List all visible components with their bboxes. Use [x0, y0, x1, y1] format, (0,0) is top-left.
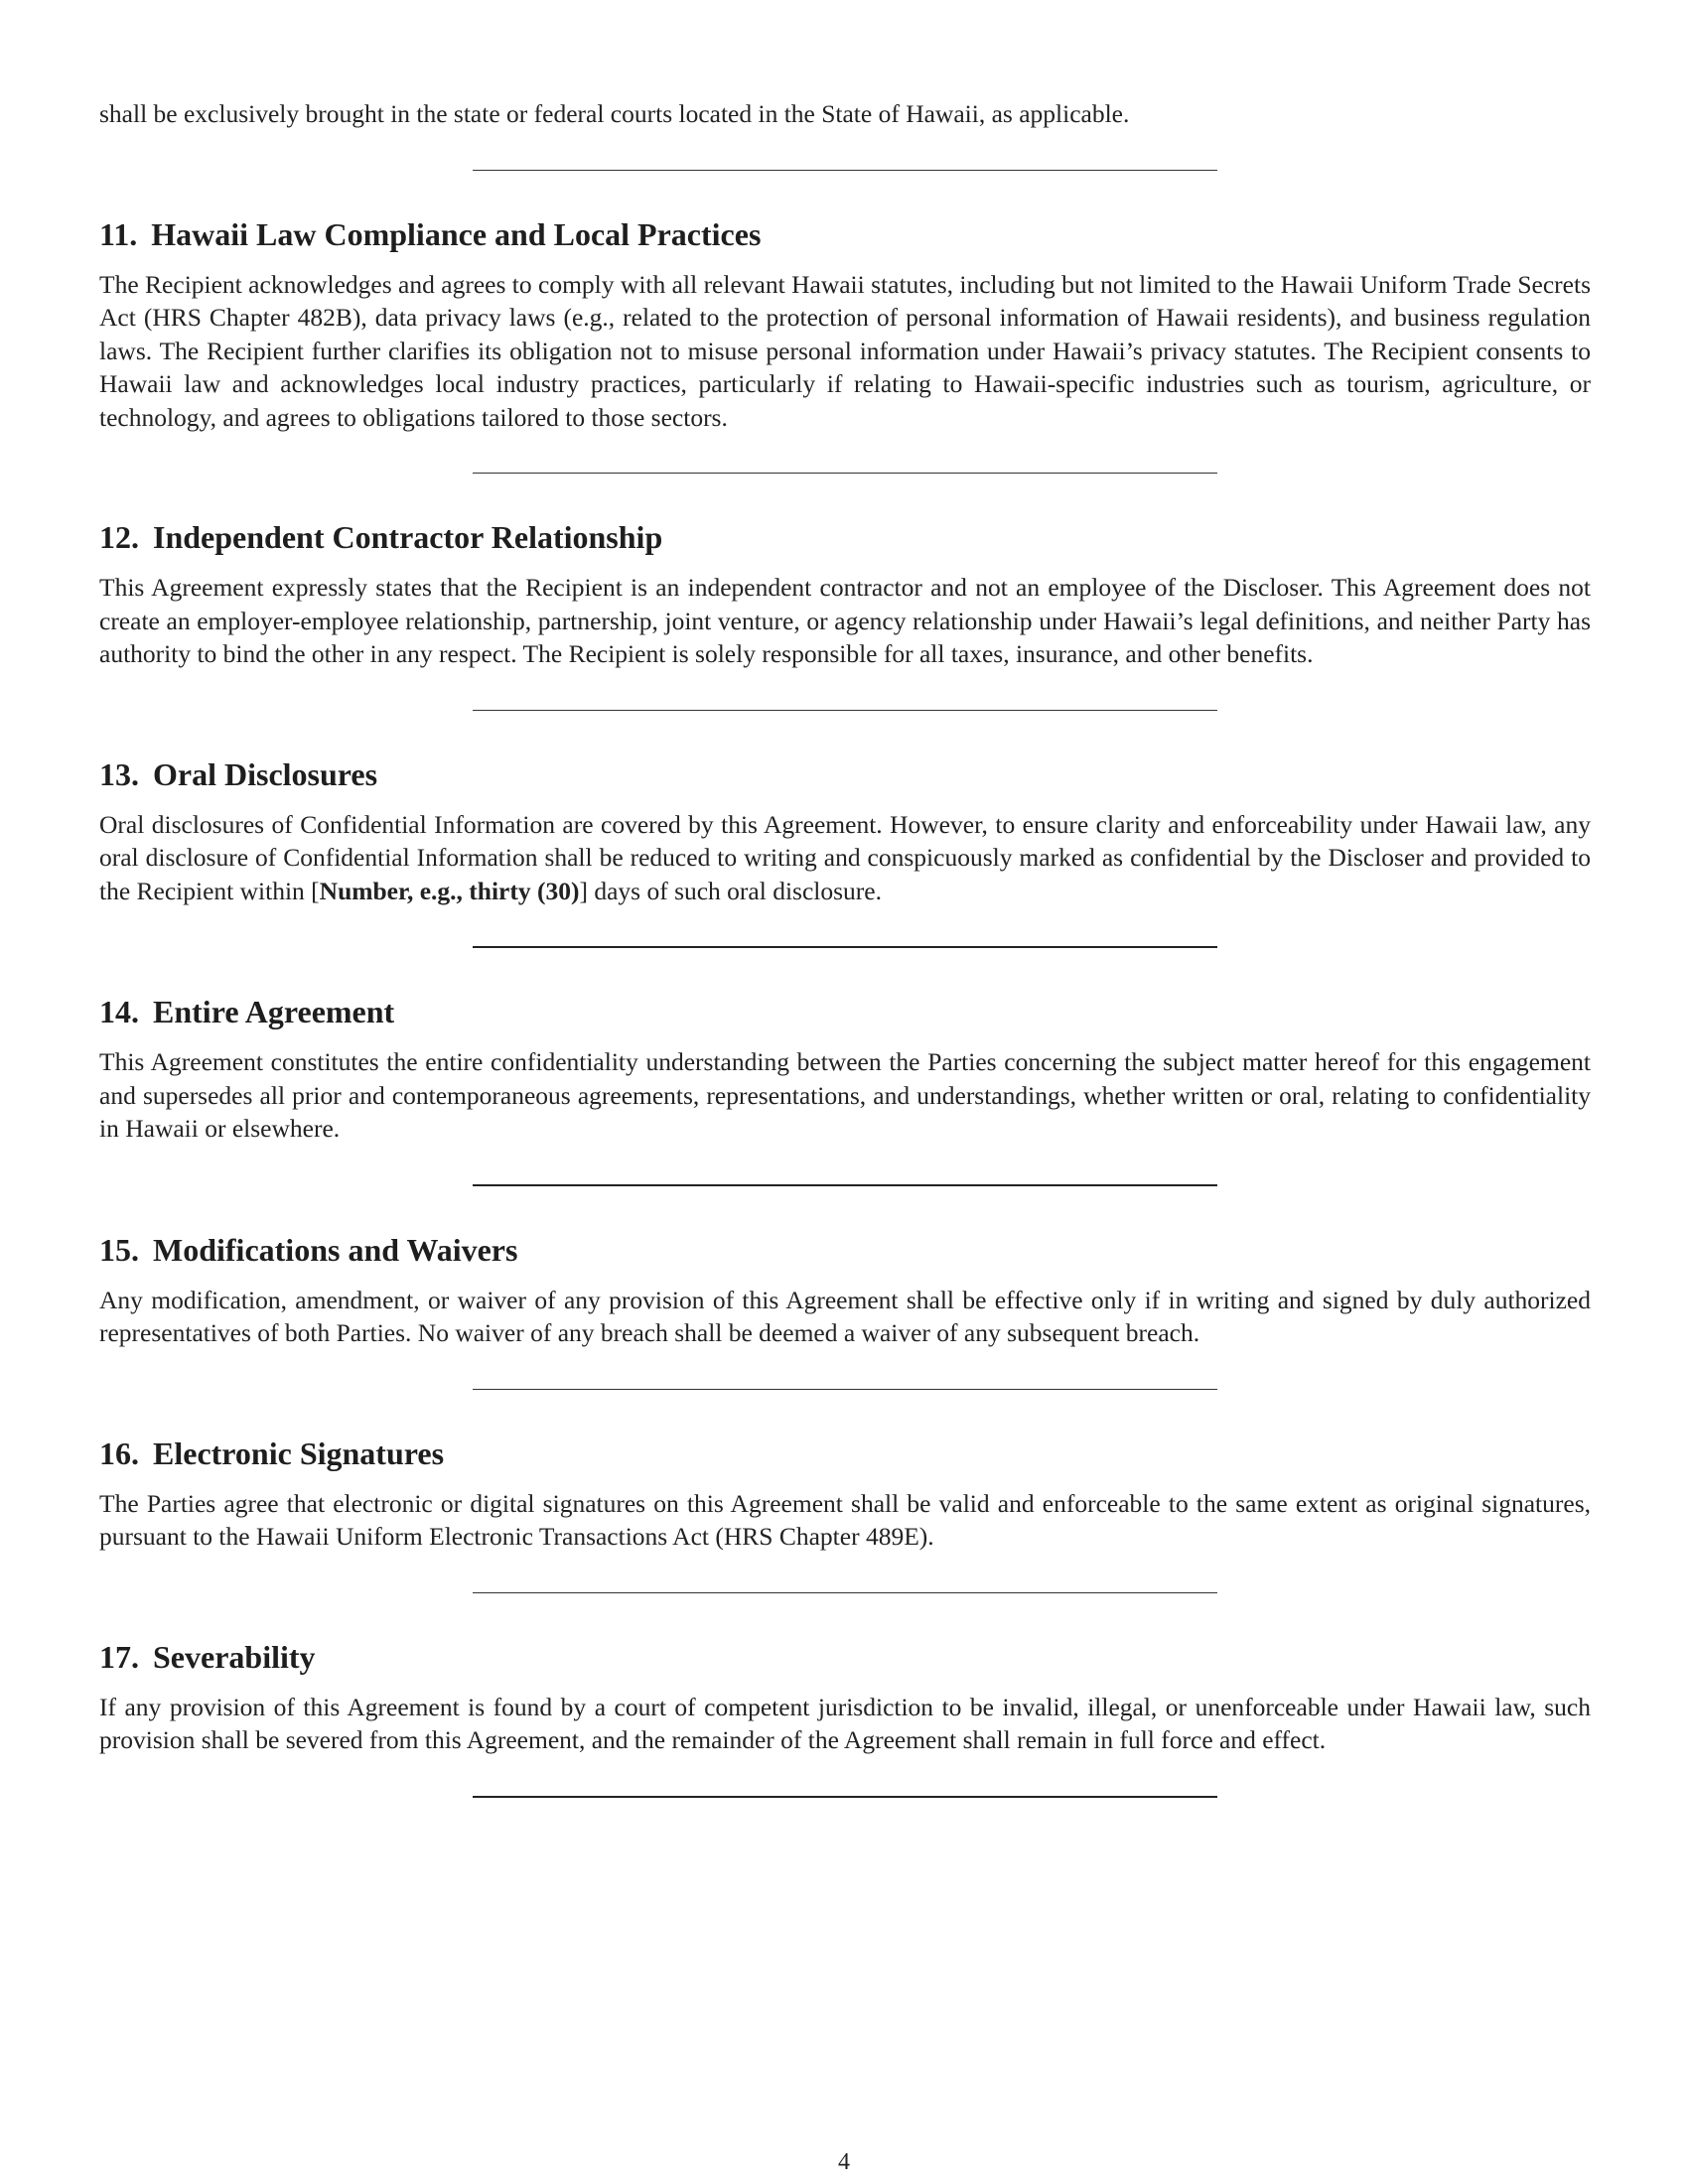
- section-number: 11.: [99, 215, 138, 252]
- section-body: This Agreement constitutes the entire confidentiality understanding between the Parties concerning the subject matter hereof for this engagement and supersedes all prior and contemporaneous agreements, representations, and understandings, whether written or oral, relating to confidentiality in Hawaii or elsewhere.: [99, 1047, 1591, 1143]
- section-heading: [99, 1230, 1591, 1270]
- section-title: Severability: [153, 1638, 316, 1675]
- section-heading: [99, 517, 1591, 557]
- section-title: Oral Disclosures: [153, 755, 378, 792]
- section-heading: [99, 1433, 1591, 1473]
- section-heading: [99, 214, 1591, 254]
- section-11: [99, 214, 1591, 435]
- section-title: Entire Agreement: [153, 994, 395, 1029]
- section-12: [99, 517, 1591, 671]
- section-title: Modifications and Waivers: [153, 1231, 518, 1268]
- section-body: Any modification, amendment, or waiver of any provision of this Agreement shall be effective only if in writing and signed by duly authorized representatives of both Parties. No waiver of any breach shall be deemed a waiver of any subsequent breach.: [99, 1285, 1591, 1347]
- section-number: 12.: [99, 519, 139, 555]
- placeholder-number: Number, e.g., thirty (30): [319, 876, 580, 905]
- section-14: [99, 992, 1591, 1146]
- intro-paragraph: shall be exclusively brought in the state or federal courts located in the State of Hawaii, as applicable.: [99, 99, 1130, 128]
- document-page: [99, 97, 1591, 1798]
- section-number: 15.: [99, 1231, 139, 1268]
- section-number: 14.: [99, 994, 139, 1029]
- section-13: [99, 754, 1591, 908]
- section-title: Independent Contractor Relationship: [153, 519, 663, 555]
- section-title: Electronic Signatures: [153, 1434, 445, 1471]
- section-number: 16.: [99, 1434, 139, 1471]
- section-divider: [473, 1796, 1217, 1798]
- body-text: ] days of such oral disclosure.: [579, 876, 882, 905]
- section-heading: [99, 1637, 1591, 1677]
- section-17: [99, 1637, 1591, 1757]
- section-body: The Recipient acknowledges and agrees to comply with all relevant Hawaii statutes, including but not limited to the Hawaii Uniform Trade Secrets Act (HRS Chapter 482B), data privacy laws (e.g., related to the protection of personal information of Hawaii residents), and business regulation laws. The Recipient further clarifies its obligation not to misuse personal information under Hawaii’s privacy statutes. The Recipient consents to Hawaii law and acknowledges local industry practices, particularly if relating to Hawaii-specific industries such as tourism, agriculture, or technology, and agrees to obligations tailored to those sectors.: [99, 269, 1591, 432]
- section-heading: [99, 754, 1591, 794]
- section-heading: [99, 992, 1591, 1031]
- section-15: [99, 1230, 1591, 1350]
- page-number: 4: [838, 2149, 850, 2175]
- section-body: This Agreement expressly states that the Recipient is an independent contractor and not an employee of the Discloser. This Agreement does not create an employer-employee relationship, partnership, joint venture, or agency relationship under Hawaii’s legal definitions, and neither Party has authority to bind the other in any respect. The Recipient is solely responsible for all taxes, insurance, and other benefits.: [99, 573, 1591, 668]
- section-16: [99, 1433, 1591, 1554]
- section-body: If any provision of this Agreement is found by a court of competent jurisdiction to be invalid, illegal, or unenforceable under Hawaii law, such provision shall be severed from this Agreement, and the remainder of the Agreement shall remain in full force and effect.: [99, 1692, 1591, 1754]
- section-body: [99, 808, 1591, 908]
- section-number: 13.: [99, 755, 139, 792]
- section-title: Hawaii Law Compliance and Local Practices: [151, 215, 762, 252]
- section-number: 17.: [99, 1638, 139, 1675]
- section-body: The Parties agree that electronic or digital signatures on this Agreement shall be valid and enforceable to the same extent as original signatures, pursuant to the Hawaii Uniform Electronic Transactions Act (HRS Chapter 489E).: [99, 1488, 1591, 1551]
- body-text: Oral disclosures of Confidential Information are covered by this Agreement. However, to ensure clarity and enforceability under Hawaii law, any oral disclosure of Confidential Information shall be reduced to writing and conspicuously marked as confidential by the Discloser and provided to the Recipient within [: [99, 809, 1591, 905]
